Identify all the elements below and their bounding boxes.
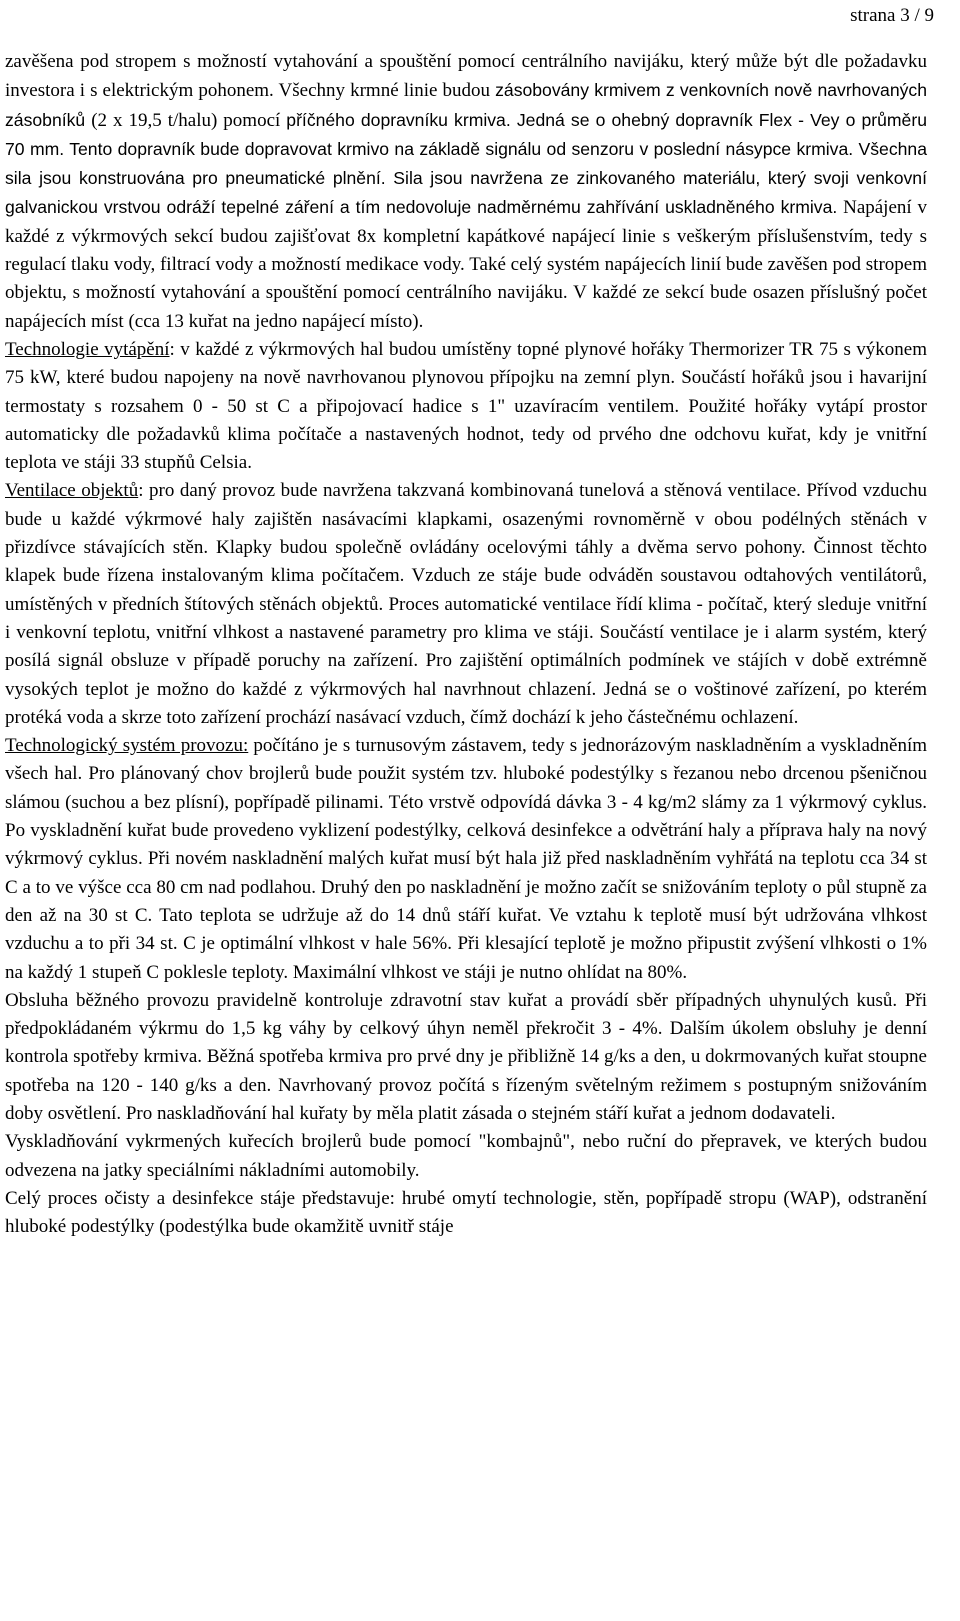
text-run-sans: příčného dopravníku krmiva. Jedná se o ohebný dopravník Flex - Vey o průměru 70 mm.	[5, 109, 927, 159]
text-run: (2 x 19,5 t/halu) pomocí	[85, 109, 287, 131]
paragraph-staff-operation: Obsluha běžného provozu pravidelně kontroluje zdravotní stav kuřat a provádí sběr případných uhynulých kusů. Při předpokládaném výkrmu do 1,5 kg váhy by celkový úhyn neměl překročit 3 - 4%. Dalším úkolem obsluhy je denní kontrola spotřeby krmiva. Běžná spotřeba krmiva pro prvé dny je přibližně 14 g/ks a den, u dokrmovaných kuřat stoupne spotřeba na 120 - 140 g/ks a den. Navrhovaný provoz počítá s řízeným světelným režimem s postupným snižováním doby osvětlení. Pro naskladňování hal kuřaty by měla platit zásada o stejném stáří kuřat a jednom dodavateli.	[5, 989, 927, 1124]
text-run-sans: zásobovány krmivem z venkovních nově navrhovaných zásobníků	[5, 80, 927, 130]
text-run: počítáno je s turnusovým zástavem, tedy s jednorázovým naskladněním a vyskladněním všech hal. Pro plánovaný chov brojlerů bude použit systém tzv. hluboké podestýlky s řezanou nebo drcenou pšeničnou slámou (suchou a bez plísní), popřípadě pilinami. Této vrstvě odpovídá dávka 3 - 4 kg/m2 slámy za 1 výkrmový cyklus. Po vyskladnění kuřat bude provedeno vyklizení podestýlky, celková desinfekce a odvětrání haly a příprava haly na nový výkrmový cyklus. Při novém naskladnění malých kuřat musí být hala již před naskladněním vyhřátá na teplotu cca 34 st C a to ve výšce cca 80 cm nad podlahou. Druhý den po naskladnění je možno začít se snižováním teploty o půl stupně za den až na 30 st C. Tato teplota se udržuje až do 14 dnů stáří kuřat. Ve vztahu k teplotě musí být udržována vlhkost vzduchu a to při 34 st. C je optimální vlhkost v hale 56%. Při klesající teplotě je možno připustit zvýšení vlhkosti o 1% na každý 1 stupeň C poklesle teploty. Maximální vlhkost ve stáji je nutno ohlídat na 80%.	[5, 735, 927, 983]
paragraph-cleaning: Celý proces očisty a desinfekce stáje představuje: hrubé omytí technologie, stěn, popřípadě stropu (WAP), odstranění hluboké podestýlky (podestýlka bude okamžitě uvnitř stáje	[5, 1187, 927, 1238]
section-heading-heating: Technologie vytápění	[5, 338, 170, 360]
paragraph-removal: Vyskladňování vykrmených kuřecích brojlerů bude pomocí "kombajnů", nebo ruční do přepravek, ve kterých budou odvezena na jatky speciálními nákladními automobily.	[5, 1131, 927, 1181]
text-run: zavěšena pod stropem s možností vytahování a spouštění pomocí centrálního navijáku, který může být dle požadavku investora i s elektrickým pohonem. Všechny krmné linie budou	[5, 51, 927, 102]
text-run: : v každé z výkrmových hal budou umístěny topné plynové hořáky Thermorizer TR 75 s výkonem 75 kW, které budou napojeny na nově navrhovanou plynovou přípojku na zemní plyn. Součástí hořáků jsou i havarijní termostaty s rozsahem 0 - 50 st C a připojovací hadice s 1" uzavíracím ventilem. Použité hořáky vytápí prostor automaticky dle požadavků klima počítače a nastavených hodnot, tedy od prvého dne odchovu kuřat, kdy je vnitřní teplota ve stáji 33 stupňů Celsia.	[5, 338, 927, 474]
paragraph-feeding-watering	[5, 48, 927, 336]
section-heading-operation-system: Technologický systém provozu:	[5, 735, 249, 757]
section-heading-ventilation: Ventilace objektů	[5, 480, 139, 502]
text-run: : pro daný provoz bude navržena takzvaná kombinovaná tunelová a stěnová ventilace. Přívod vzduchu bude u každé výkrmové haly zajištěn nasávacími klapkami, osazenými rovnoměrně v obou podélných stěnách v přizdívce stávajících stěn. Klapky budou společně ovládány ocelovými táhly a dvěma servo pohony. Činnost těchto klapek bude řízena instalovaným klima počítačem. Vzduch ze stáje bude odváděn soustavou odtahových ventilátorů, umístěných v předních štítových stěnách objektů. Proces automatické ventilace řídí klima - počítač, který sleduje vnitřní i venkovní teplotu, vnitřní vlhkost a nastavené parametry pro klima ve stáji. Součástí ventilace je i alarm systém, který posílá signál obsluze v případě poruchy na zařízení. Pro zajištění optimálních podmínek ve stájích v době extrémně vysokých teplot je možno do každé z výkrmových hal navrhnout chlazení. Jedná se o voštinové zařízení, po kterém protéká voda a skrze toto zařízení prochází nasávací vzduch, čímž dochází k jeho částečnému ochlazení.	[5, 480, 927, 728]
text-run-sans: Sila jsou navržena ze zinkovaného materiálu, který svoji venkovní galvanickou vrstvou odráží tepelné záření a tím nedovoluje nadměrnému zahřívání uskladněného krmiva.	[5, 168, 927, 218]
paragraph-ventilation	[5, 477, 927, 732]
document-body	[5, 48, 927, 1241]
paragraph-heating	[5, 336, 927, 477]
page-number: strana 3 / 9	[850, 5, 934, 26]
paragraph-operation-system	[5, 732, 927, 987]
text-run-sans: Tento dopravník bude dopravovat krmivo na základě signálu od senzoru v poslední násypce krmiva. Všechna sila jsou konstruována pro pneumatické plnění.	[5, 138, 927, 189]
text-run: Napájení v každé z výkrmových sekcí budou zajišťovat 8x kompletní kapátkové napájecí linie s veškerým příslušenstvím, tedy s regulací tlaku vody, filtrací vody a možností medikace vody. Také celý systém napájecích linií bude zavěšen pod stropem objektu, s možností vytahování a spouštění pomocí centrálního navijáku. V každé ze sekcí bude osazen příslušný počet napájecích míst (cca 13 kuřat na jedno napájecí místo).	[5, 197, 927, 332]
